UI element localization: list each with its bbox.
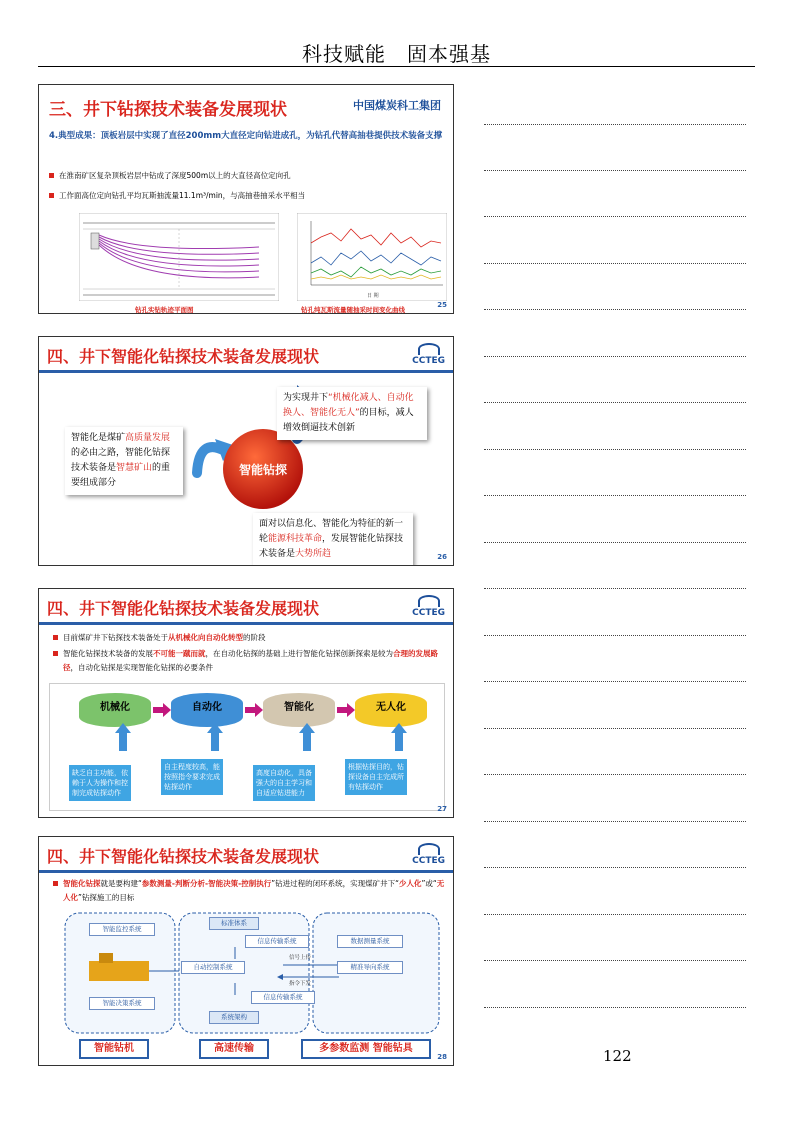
- signal-up-label: 信号上传: [289, 955, 312, 961]
- box-highlight: “机械化减人、自动化换人、智能化无人”: [283, 393, 414, 418]
- box-highlight: 大势所趋: [295, 549, 332, 559]
- ccteg-logo: [412, 343, 445, 366]
- arrow-up-icon: [299, 723, 315, 751]
- arrow-right-icon: [337, 703, 355, 717]
- slide-number: 27: [437, 805, 447, 813]
- arrow-right-icon: [153, 703, 171, 717]
- bullet-text: 就是要构建“: [100, 879, 142, 888]
- ccteg-logo: [353, 97, 441, 113]
- arrow-right-icon: [245, 703, 263, 717]
- info-transmission-box: 信息传输系统: [251, 991, 315, 1004]
- logo-mark-icon: [418, 843, 440, 855]
- bullet-item: 在淮南矿区复杂顶板岩层中钻成了深度500m以上的大直径高位定向孔: [59, 169, 439, 183]
- bullet-item: [63, 877, 449, 905]
- header-rule: [38, 66, 755, 67]
- note-line: [484, 402, 746, 403]
- stage-description: 自主程度较高，能按照指令要求完成钻探动作: [161, 759, 223, 795]
- footer-label-monitoring: 多参数监测 智能钻具: [301, 1039, 431, 1059]
- note-line: [484, 588, 746, 589]
- development-box: [65, 427, 183, 495]
- ccteg-logo: [412, 843, 445, 866]
- bullet-text: ”钻进过程的闭环系统，实现煤矿井下“: [271, 879, 400, 888]
- data-measurement-box: 数据测量系统: [337, 935, 403, 948]
- slide-subtitle: 4.典型成果：顶板岩层中实现了直径200mm大直径定向钻进成孔，为钻孔代替高抽巷提供技术装备支撑: [49, 131, 443, 141]
- box-text: 的重要组成部分: [71, 463, 171, 488]
- footer-label-smart-rig: 智能钻机: [79, 1039, 149, 1059]
- title-bar: [39, 589, 453, 625]
- box-text: 智能化是煤矿: [71, 433, 126, 443]
- slide-27: [38, 588, 454, 818]
- page-header: 科技赋能 固本强基: [302, 42, 491, 66]
- box-text: 的必由之路，智能化钻探技术装备是: [71, 448, 171, 473]
- note-line: [484, 124, 746, 125]
- gas-flow-chart: [297, 213, 447, 301]
- box-text: 的目标，减人增效倒逼技术创新: [283, 408, 414, 433]
- note-line: [484, 356, 746, 357]
- bullet-text: ，自动化钻探是实现智能化钻探的必要条件: [70, 663, 213, 672]
- bullet-highlight: 智能化钻探: [63, 879, 101, 888]
- note-line: [484, 821, 746, 822]
- note-line: [484, 774, 746, 775]
- note-line: [484, 495, 746, 496]
- box-text: 面对以信息化、智能化为特征的新一轮: [259, 519, 404, 544]
- box-highlight: 智慧矿山: [116, 463, 153, 473]
- logo-text: CCTEG: [412, 608, 445, 618]
- note-line: [484, 867, 746, 868]
- auto-control-box: 自动控制系统: [181, 961, 245, 974]
- bullet-text: ”或“: [421, 879, 437, 888]
- slide-28: [38, 836, 454, 1066]
- slide-number: 26: [437, 553, 447, 561]
- bullet-highlight: 合理的发展路径: [63, 649, 438, 672]
- bullet-item: 工作面高位定向钻孔平均瓦斯抽流量11.1m³/min，与高抽巷抽采水平相当: [59, 189, 439, 203]
- monitor-system-box: 智能监控系统: [89, 923, 155, 936]
- bullet-item: [63, 647, 447, 675]
- slide-number: 28: [437, 1053, 447, 1061]
- figure-caption-right: 钻孔纯瓦斯流量随抽采时间变化曲线: [301, 306, 405, 314]
- logo-text: 中国煤炭科工集团: [353, 99, 441, 112]
- note-line: [484, 263, 746, 264]
- note-line: [484, 914, 746, 915]
- bullet-highlight: 少人化: [399, 879, 422, 888]
- slide-number: 25: [437, 301, 447, 309]
- chart-xlabel: 日 期: [367, 293, 379, 299]
- stage-mechanization: 机械化: [79, 693, 151, 727]
- figure-caption-left: 钻孔实钻轨迹平面图: [135, 306, 194, 314]
- note-line: [484, 635, 746, 636]
- bullet-highlight: 参数测量-判断分析-智能决策-控制执行: [141, 879, 272, 888]
- box-text: ，发展智能化钻探技术装备是: [259, 534, 404, 559]
- stage-description: 根据钻探目的，钻探设备自主完成所有钻探动作: [345, 759, 407, 795]
- bullet-highlight: 无人化: [63, 879, 445, 902]
- drill-rig-icon: [89, 961, 149, 981]
- decision-system-box: 智能决策系统: [89, 997, 155, 1010]
- stage-description: 缺乏自主功能，依赖于人为操作和控制完成钻探动作: [69, 765, 131, 801]
- logo-mark-icon: [418, 343, 440, 355]
- standard-system-box: 标准体系: [209, 917, 259, 930]
- trend-box: [253, 513, 413, 566]
- bullet-text: ，在自动化钻探的基础上进行智能化钻探创新探索是较为: [205, 649, 393, 658]
- goal-box: [277, 387, 427, 440]
- arrow-up-icon: [391, 723, 407, 751]
- stage-description: 高度自动化，具备强大的自主学习和自适应钻进能力: [253, 765, 315, 801]
- bullet-highlight: 不可能一蹴而就: [153, 649, 206, 658]
- footer-label-high-speed: 高速传输: [199, 1039, 269, 1059]
- box-text: 为实现井下: [283, 393, 329, 403]
- title-bar: [39, 837, 453, 873]
- flow-arrows: [39, 693, 454, 763]
- note-line: [484, 960, 746, 961]
- bullet-text: 智能化钻探技术装备的发展: [63, 649, 153, 658]
- stage-unmanned: 无人化: [355, 693, 427, 727]
- slide-title: 四、井下智能化钻探技术装备发展现状: [47, 847, 320, 866]
- arrow-up-icon: [115, 723, 131, 751]
- logo-mark-icon: [418, 595, 440, 607]
- trajectory-plan-figure: [79, 213, 279, 301]
- note-line: [484, 216, 746, 217]
- note-line: [484, 1007, 746, 1008]
- slide-26: [38, 336, 454, 566]
- box-highlight: 能源科技革命: [268, 534, 323, 544]
- slide-title: 四、井下智能化钻探技术装备发展现状: [47, 347, 320, 366]
- command-down-label: 指令下发: [289, 981, 312, 987]
- info-transmission-box: 信息传输系统: [245, 935, 309, 948]
- box-highlight: 高质量发展: [125, 433, 171, 443]
- title-bar: [39, 337, 453, 373]
- bullet-text: ”钻探施工的目标: [78, 893, 135, 902]
- page-number: 122: [603, 1047, 632, 1065]
- slide-title: 四、井下智能化钻探技术装备发展现状: [47, 599, 320, 618]
- stage-intelligence: 智能化: [263, 693, 335, 727]
- bullet-text: 的阶段: [243, 633, 266, 642]
- stage-automation: 自动化: [171, 693, 243, 727]
- system-architecture-box: 系统架构: [209, 1011, 259, 1024]
- arrow-up-icon: [207, 723, 223, 751]
- note-line: [484, 309, 746, 310]
- note-line: [484, 681, 746, 682]
- slide-title: 三、井下钻探技术装备发展现状: [49, 100, 287, 120]
- center-label: 智能钻探: [238, 463, 287, 477]
- note-line: [484, 542, 746, 543]
- logo-text: CCTEG: [412, 856, 445, 866]
- note-line: [484, 170, 746, 171]
- bullet-item: [63, 631, 447, 645]
- slide-25: [38, 84, 454, 314]
- precise-guidance-box: 精准导向系统: [337, 961, 403, 974]
- bullet-text: 目前煤矿井下钻探技术装备处于: [63, 633, 168, 642]
- note-line: [484, 449, 746, 450]
- bullet-highlight: 从机械化向自动化转型: [168, 633, 243, 642]
- note-line: [484, 728, 746, 729]
- logo-text: CCTEG: [412, 356, 445, 366]
- ccteg-logo: [412, 595, 445, 618]
